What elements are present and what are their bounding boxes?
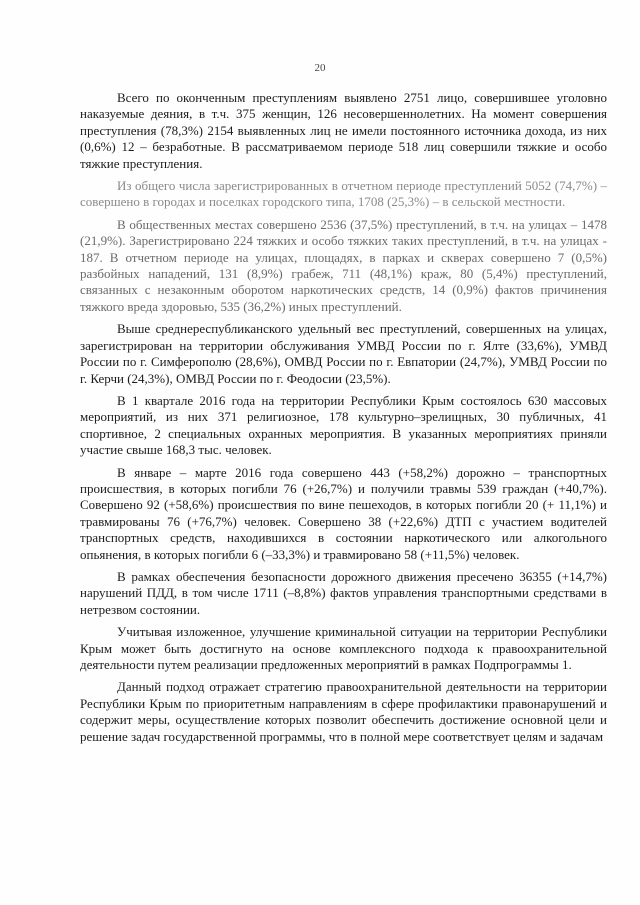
- paragraph-urban-rural: Из общего числа зарегистрированных в отчетном периоде преступлений 5052 (74,7%) – совершено в городах и поселках городского типа, 1708 (25,3%) – в сельской местности.: [80, 178, 607, 210]
- document-body: [80, 90, 607, 751]
- paragraph-traffic-violations: В рамках обеспечения безопасности дорожного движения пресечено 36355 (+14,7%) нарушений ПДД, в том числе 1711 (–8,8%) фактов управления транспортными средствами в нетрезвом состоянии.: [80, 568, 607, 617]
- paragraph-road-accidents: В январе – марте 2016 года совершено 443 (+58,2%) дорожно – транспортных происшествия, в которых погибли 76 (+26,7%) и получили травмы 539 граждан (+40,7%). Совершено 92 (+58,6%) происшествия по вине пешеходов, в которых погибли 20 (+ 11,1%) и травмированы 76 (+76,7%) человек. Совершено 38 (+22,6%) ДТП с участием водителей транспортных средств, находившихся в состоянии наркотического или алкогольного опьянения, в которых погибли 6 (–33,3%) и травмировано 58 (+11,5%) человек.: [80, 464, 607, 562]
- paragraph-mass-events: В 1 квартале 2016 года на территории Республики Крым состоялось 630 массовых мероприятий, из них 371 религиозное, 178 культурно–зрелищных, 30 публичных, 41 спортивное, 2 специальных охранных мероприятия. В указанных мероприятиях приняли участие свыше 168,3 тыс. человек.: [80, 392, 607, 458]
- paragraph-strategy: Данный подход отражает стратегию правоохранительной деятельности на территории Республики Крым по приоритетным направлениям в сфере профилактики правонарушений и содержит меры, осуществление которых позволит обеспечить достижение основной цели и решение задач государственной программы, что в полной мере соответствует целям и задачам: [80, 679, 607, 744]
- page-number: 20: [314, 62, 326, 74]
- paragraph-public-places: В общественных местах совершено 2536 (37,5%) преступлений, в т.ч. на улицах – 1478 (21,9%). Зарегистрировано 224 тяжких и особо тяжких таких преступлений, в т.ч. на улицах - 187. В отчетном периоде на улицах, площадях, в парках и скверах совершено 7 (0,5%) разбойных нападений, 131 (8,9%) грабеж, 711 (48,1%) краж, 80 (5,4%) преступлений, связанных с незаконным оборотом наркотических средств, 14 (0,9%) фактов причинения тяжкого вреда здоровью, 535 (36,2%) иных преступлений.: [80, 216, 607, 314]
- paragraph-territories: Выше среднереспубликанского удельный вес преступлений, совершенных на улицах, зарегистрирован на территории обслуживания УМВД России по г. Ялте (33,6%), УМВД России по г. Симферополю (28,6%), ОМВД России по г. Евпатории (24,7%), УМВД России по г. Керчи (24,3%), ОМВД России по г. Феодосии (23,5%).: [80, 321, 607, 386]
- paragraph-conclusion: Учитывая изложенное, улучшение криминальной ситуации на территории Республики Крым может быть достигнуто на основе комплексного подхода к правоохранительной деятельности путем реализации предложенных мероприятий в рамках Подпрограммы 1.: [80, 624, 607, 672]
- paragraph-offenders: Всего по оконченным преступлениям выявлено 2751 лицо, совершившее уголовно наказуемые деяния, в т.ч. 375 женщин, 126 несовершеннолетних. На момент совершения преступления (78,3%) 2154 выявленных лиц не имели постоянного источника дохода, из них (0,6%) 12 – безработные. В рассматриваемом периоде 518 лиц совершили тяжкие и особо тяжкие преступления.: [80, 90, 607, 171]
